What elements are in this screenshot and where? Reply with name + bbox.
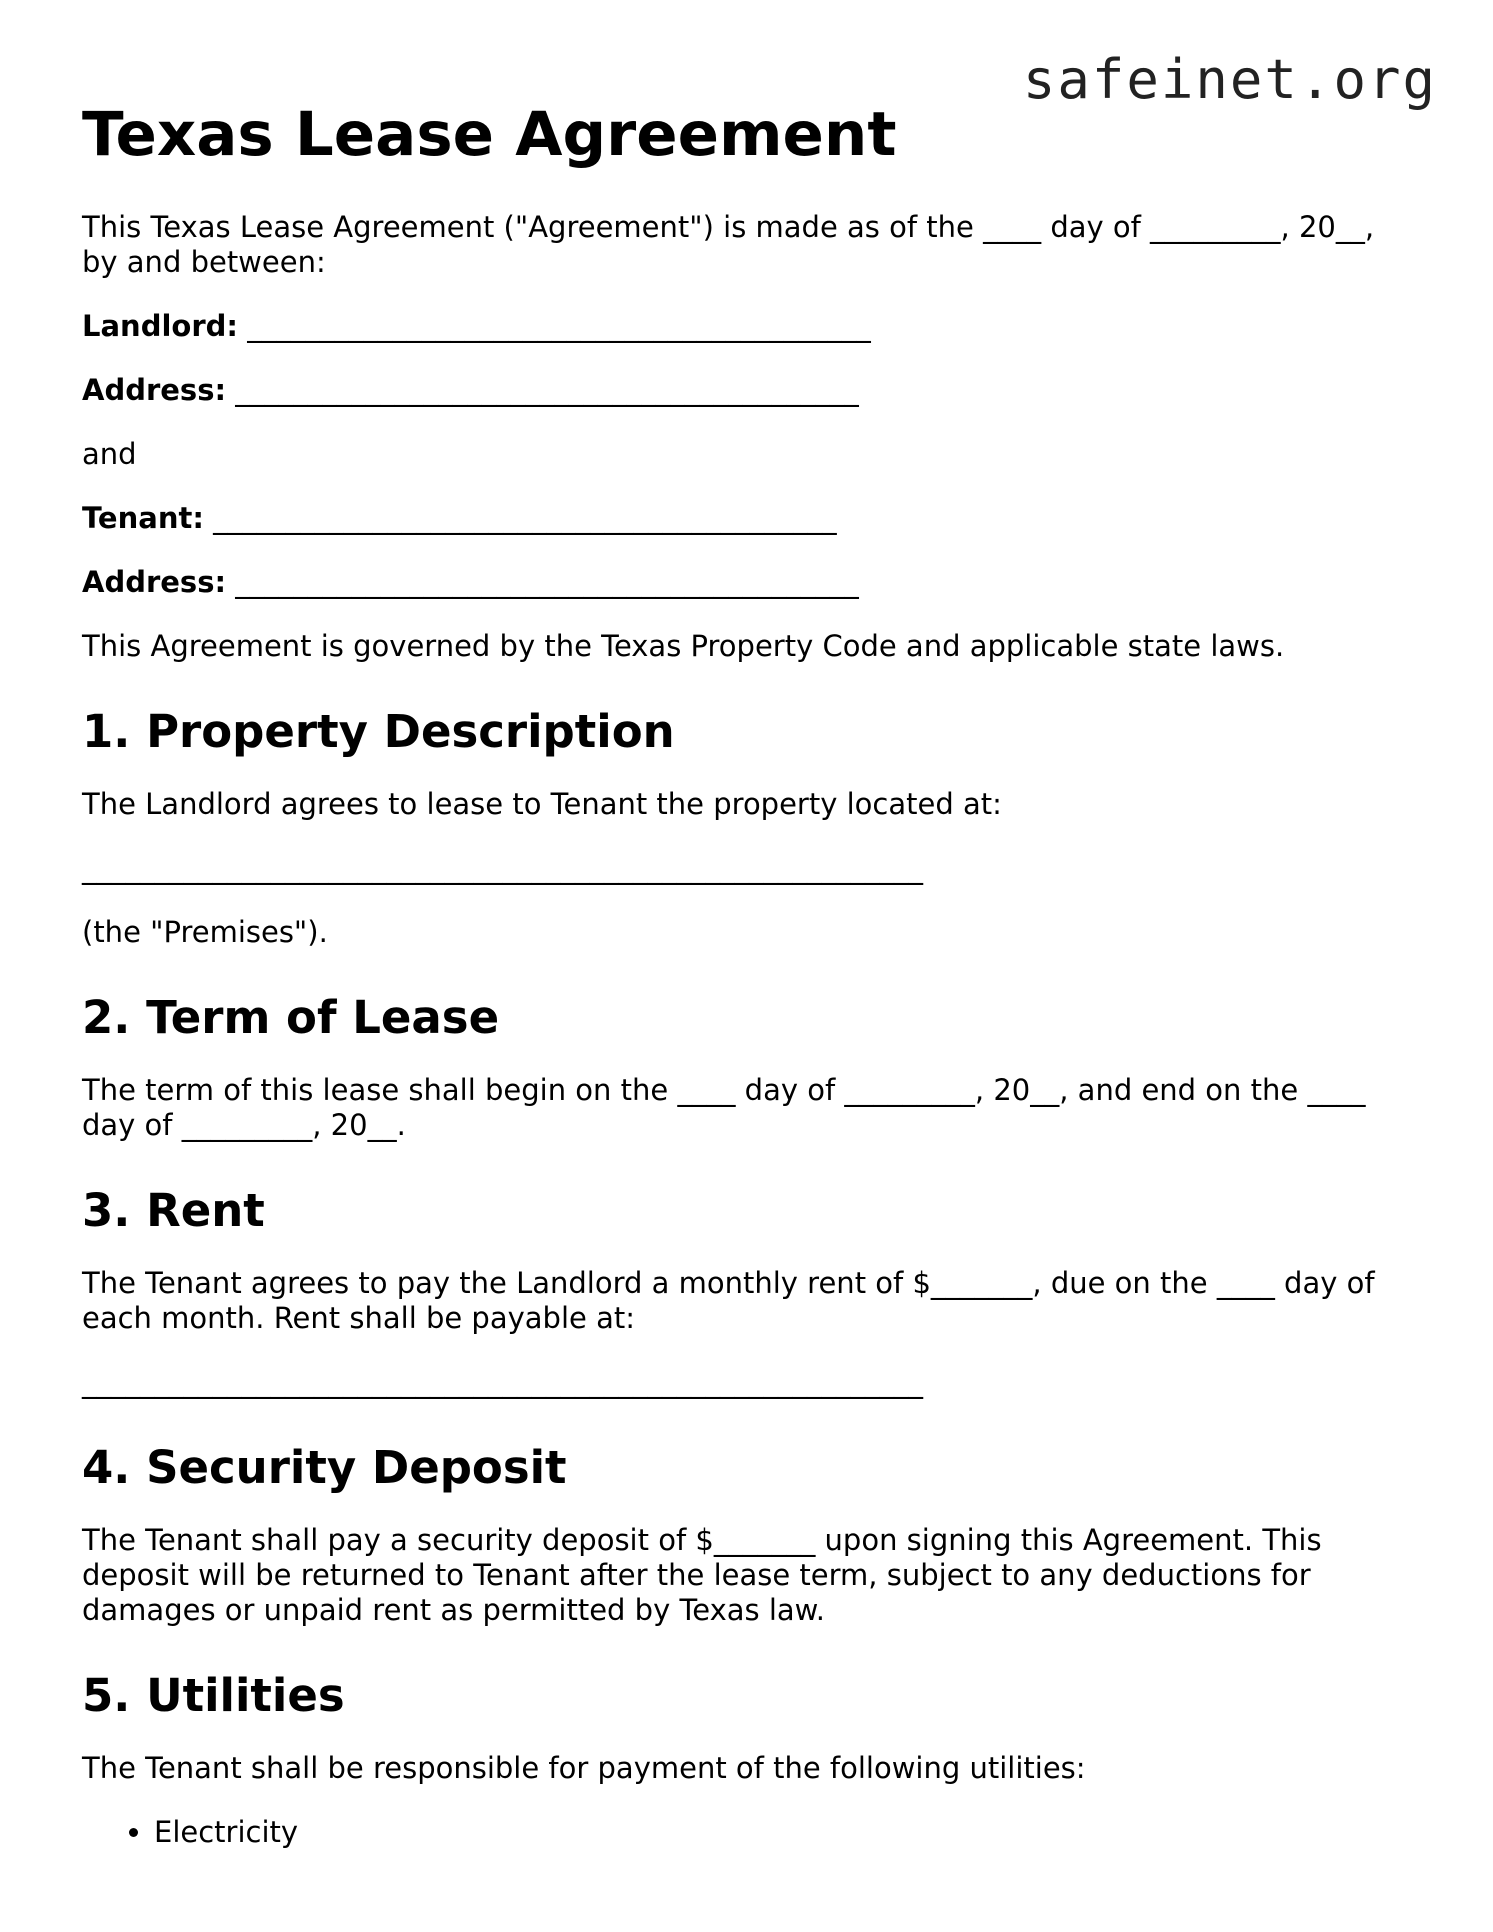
property-address-blank: __________________________________________________________ <box>82 851 923 886</box>
landlord-address-label: Address: <box>82 373 227 408</box>
landlord-label: Landlord: <box>82 309 238 344</box>
section-heading-utilities: 5. Utilities <box>82 1669 345 1723</box>
rent-payable-blank: __________________________________________________________ <box>82 1365 923 1400</box>
document-page <box>82 100 1412 1850</box>
tenant-address-field <box>82 565 1412 600</box>
tenant-label: Tenant: <box>82 501 204 536</box>
utilities-paragraph: The Tenant shall be responsible for payment of the following utilities: <box>82 1751 1086 1786</box>
deposit-paragraph: The Tenant shall pay a security deposit of $_______ upon signing this Agreement. This deposit will be returned to Tenant after the lease term, subject to any deductions for damages or unpaid rent as permitted by Texas law. <box>82 1523 1322 1628</box>
and-text: and <box>82 437 137 472</box>
tenant-address-label: Address: <box>82 565 227 600</box>
section-heading-rent: 3. Rent <box>82 1184 265 1238</box>
rent-paragraph: The Tenant agrees to pay the Landlord a monthly rent of $_______, due on the ____ day of each month. Rent shall be payable at: <box>82 1266 1375 1336</box>
landlord-address-blank: ___________________________________________ <box>235 373 859 408</box>
premises-text: (the "Premises"). <box>82 915 328 950</box>
tenant-address-blank: ___________________________________________ <box>235 565 859 600</box>
property-paragraph: The Landlord agrees to lease to Tenant the property located at: <box>82 787 1002 822</box>
landlord-blank: ___________________________________________ <box>247 309 871 344</box>
section-heading-term: 2. Term of Lease <box>82 991 500 1045</box>
term-paragraph: The term of this lease shall begin on the ____ day of _________, 20__, and end on the ____ day of _________, 20__. <box>82 1073 1366 1143</box>
tenant-blank: ___________________________________________ <box>213 501 837 536</box>
section-heading-property: 1. Property Description <box>82 705 675 759</box>
tenant-field <box>82 501 1412 536</box>
section-heading-deposit: 4. Security Deposit <box>82 1441 567 1495</box>
landlord-address-field <box>82 373 1412 408</box>
intro-paragraph: This Texas Lease Agreement ("Agreement") is made as of the ____ day of _________, 20__, by and between: <box>82 210 1375 280</box>
utilities-list <box>82 1815 1412 1850</box>
watermark-text: safeinet.org <box>1022 48 1437 111</box>
document-title: Texas Lease Agreement <box>82 99 897 170</box>
list-item: • Electricity <box>154 1815 1412 1850</box>
landlord-field <box>82 309 1412 344</box>
governing-law-paragraph: This Agreement is governed by the Texas Property Code and applicable state laws. <box>82 629 1285 664</box>
